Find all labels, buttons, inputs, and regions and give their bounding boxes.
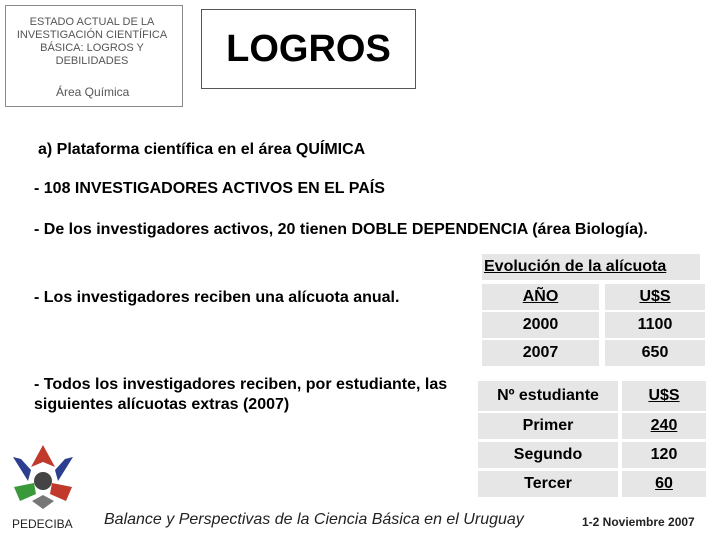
aliquot-header-year-text: AÑO bbox=[522, 288, 559, 305]
bullet-investigators: - 108 INVESTIGADORES ACTIVOS EN EL PAÍS bbox=[34, 180, 385, 197]
students-header-number: Nº estudiante bbox=[478, 381, 618, 411]
logo-center-circle bbox=[34, 472, 52, 490]
student-usd-text: 60 bbox=[655, 475, 673, 492]
aliquot-year-cell: 2000 bbox=[482, 312, 599, 338]
aliquot-usd-cell: 650 bbox=[605, 340, 705, 366]
aliquot-year-cell: 2007 bbox=[482, 340, 599, 366]
aliquot-table-title bbox=[482, 254, 700, 280]
students-header-usd bbox=[622, 381, 706, 411]
student-order-cell: Segundo bbox=[478, 442, 618, 468]
footer-date: 1-2 Noviembre 2007 bbox=[582, 515, 695, 529]
aliquot-header-usd bbox=[605, 284, 705, 310]
pedeciba-logo bbox=[6, 441, 80, 515]
logo-grey-petal bbox=[32, 495, 54, 509]
aliquot-header-usd-text: U$S bbox=[639, 288, 671, 305]
students-header-usd-text: U$S bbox=[648, 387, 680, 404]
logo-blue-petal bbox=[13, 457, 31, 481]
student-usd-text: 240 bbox=[650, 417, 678, 434]
aliquot-header-year bbox=[482, 284, 599, 310]
section-heading: a) Plataforma científica en el área QUÍMICA bbox=[38, 141, 366, 158]
logo-red-petal bbox=[50, 483, 72, 501]
logo-green-petal bbox=[14, 483, 36, 501]
aliquot-usd-cell: 1100 bbox=[605, 312, 705, 338]
bullet-extra-aliquot: - Todos los investigadores reciben, por estudiante, las siguientes alícuotas extras (2007) bbox=[34, 376, 448, 413]
student-usd-cell bbox=[622, 413, 706, 439]
footer-title: Balance y Perspectivas de la Ciencia Básica en el Uruguay bbox=[104, 511, 524, 528]
area-label: Área Química bbox=[56, 85, 130, 99]
student-usd-cell bbox=[622, 471, 706, 497]
slide-title: ESTADO ACTUAL DE LA INVESTIGACIÓN CIENTÍFICA BÁSICA: LOGROS Y DEBILIDADES bbox=[16, 16, 168, 67]
student-order-cell: Tercer bbox=[478, 471, 618, 497]
aliquot-table-title-text: Evolución de la alícuota bbox=[484, 258, 667, 275]
logo-red-petal bbox=[31, 445, 55, 467]
logros-heading: LOGROS bbox=[201, 9, 416, 89]
bullet-annual-aliquot: - Los investigadores reciben una alícuota anual. bbox=[34, 289, 400, 306]
student-usd-cell: 120 bbox=[622, 442, 706, 468]
pedeciba-label: PEDECIBA bbox=[12, 517, 73, 531]
student-order-cell: Primer bbox=[478, 413, 618, 439]
bullet-double-dependency: - De los investigadores activos, 20 tienen DOBLE DEPENDENCIA (área Biología). bbox=[34, 221, 648, 238]
logo-blue-petal bbox=[55, 457, 73, 481]
